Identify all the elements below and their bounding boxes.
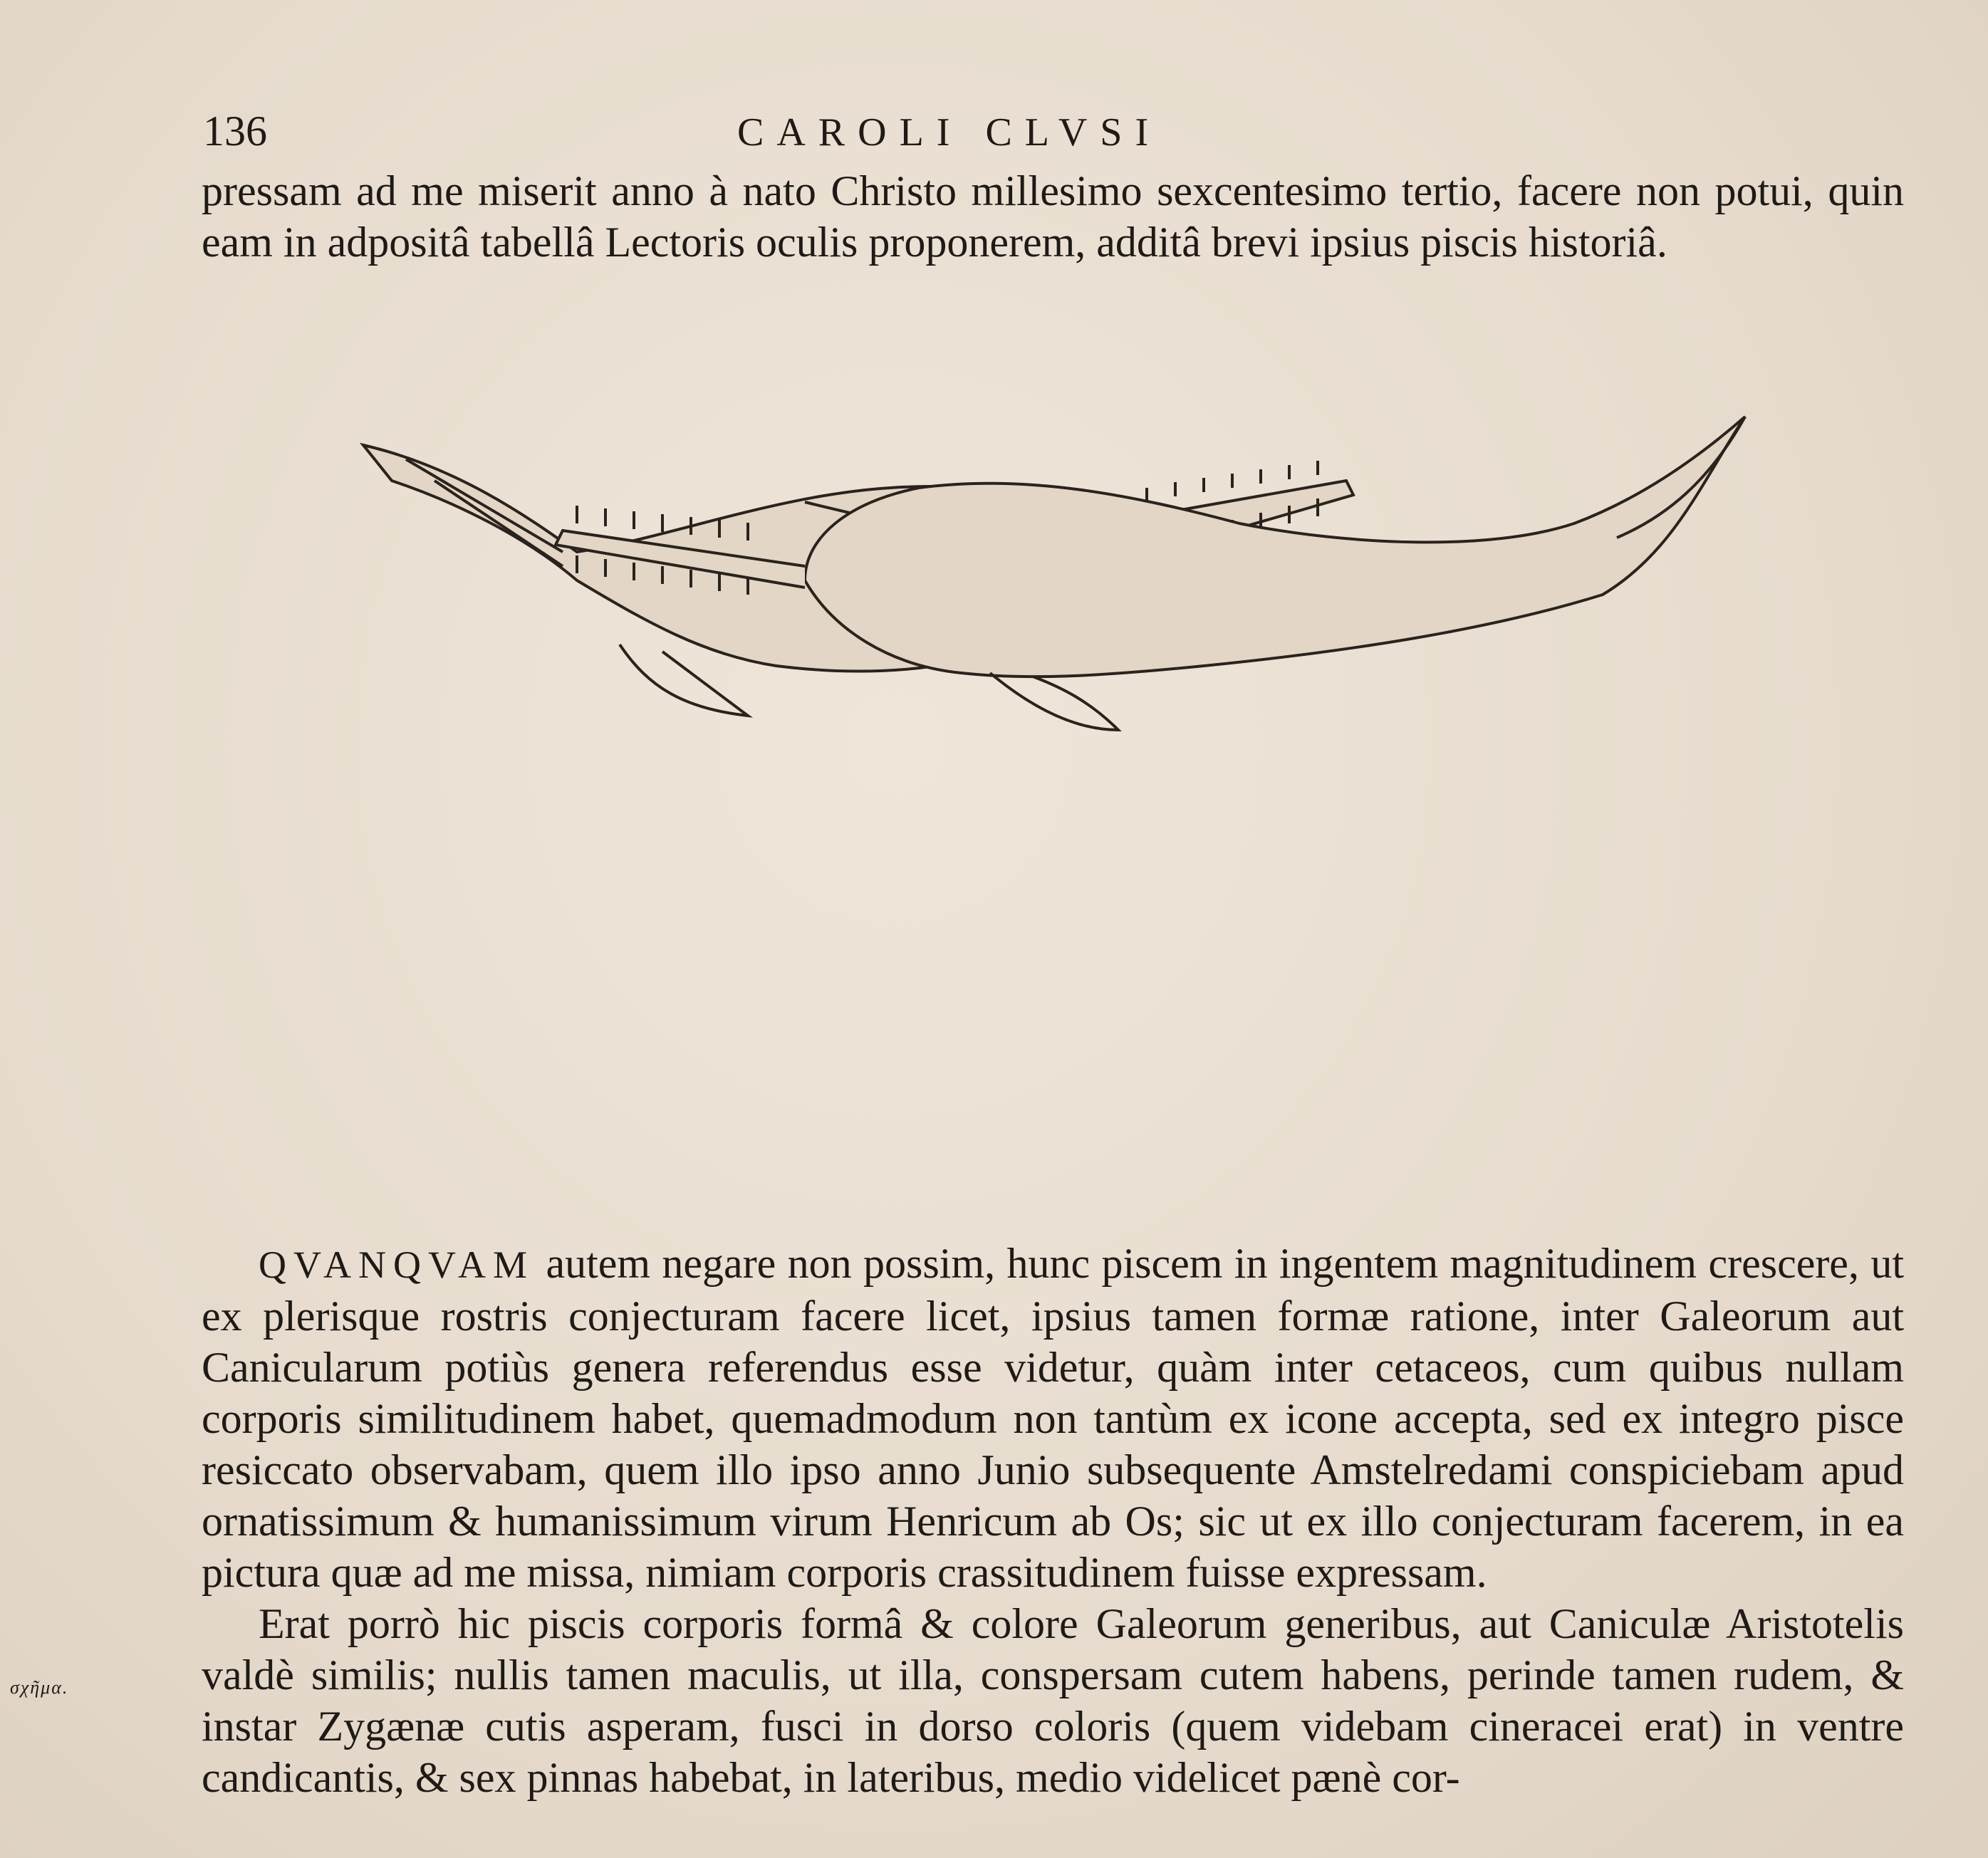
sawfish-illustration (349, 395, 1774, 1143)
body-text (202, 1238, 1904, 1803)
paragraph-1-text: autem negare non possim, hunc piscem in ingentem magnitudinem crescere, ut ex plerisque rostris conjecturam facere licet, ipsius tamen formæ ratione, inter Galeorum aut Canicularum potiùs genera referendus esse videtur, quàm inter cetaceos, cum quibus nullam corporis similitudinem habet, quemadmodum non tantùm ex icone accepta, sed ex integro pisce resiccato observabam, quem illo ipso anno Junio subsequente Amstelredami conspiciebam apud ornatissimum & humanissimum virum Henricum ab Os; sic ut ex illo conjecturam facerem, in ea pictura quæ ad me missa, nimiam corporis crassitudinem fuisse expressam. (202, 1240, 1904, 1596)
intro-paragraph (202, 165, 1904, 268)
lower-sawfish (556, 417, 1745, 730)
page-number: 136 (203, 108, 267, 155)
paragraph-2: Erat porrò hic piscis corporis formâ & colore Galeorum generibus, aut Caniculæ Aristotelis valdè similis; nullis tamen maculis, ut illa, conspersam cutem habens, perinde tamen rudem, & instar Zygænæ cutis asperam, fusci in dorso coloris (quem videbam cineracei erat) in ventre candicantis, & sex pinnas habebat, in lateribus, medio videlicet pænè cor- (202, 1600, 1904, 1801)
page-header (203, 107, 1898, 164)
paragraph-1-lead: QVANQVAM (259, 1243, 535, 1286)
paragraph-1 (202, 1238, 1904, 1598)
intro-text: pressam ad me miserit anno à nato Christo millesimo sexcentesimo tertio, facere non potui, quin eam in adpositâ tabellâ Lectoris oculis proponerem, additâ brevi ipsius piscis historiâ. (202, 167, 1904, 266)
margin-note: σχῆμα. (10, 1677, 69, 1698)
running-title: CAROLI CLVSI (737, 110, 1162, 155)
